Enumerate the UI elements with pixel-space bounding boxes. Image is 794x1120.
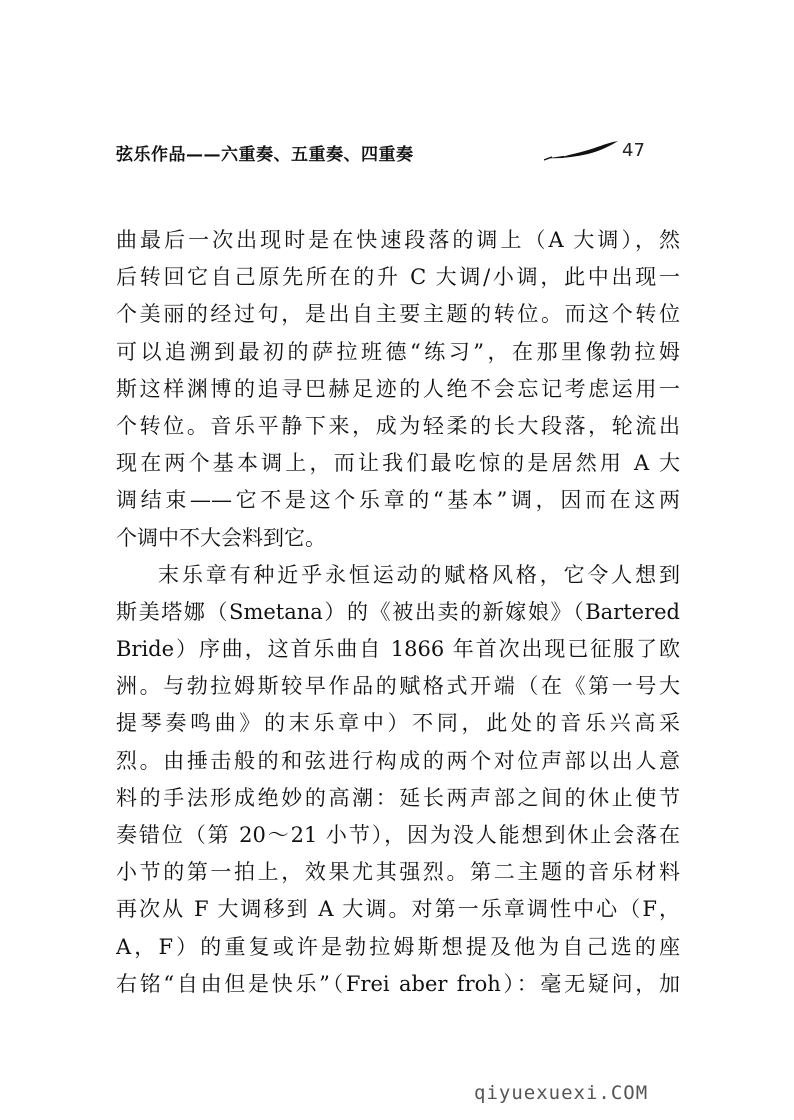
text-line: 斯这样渊博的追寻巴赫足迹的人绝不会忘记考虑运用一 xyxy=(116,376,680,401)
quill-pen-icon xyxy=(544,140,624,162)
text-line: 后转回它自己原先所在的升 C 大调/小调，此中出现一 xyxy=(116,265,680,290)
text-line: 个转位。音乐平静下来，成为轻柔的长大段落，轮流出 xyxy=(116,413,680,438)
text-line: 烈。由捶击般的和弦进行构成的两个对位声部以出人意 xyxy=(116,748,680,773)
text-line: 斯美塔娜（Smetana）的《被出卖的新嫁娘》（Bartered xyxy=(116,599,680,624)
text-line: 曲最后一次出现时是在快速段落的调上（A 大调），然 xyxy=(116,228,680,252)
paragraph-1 xyxy=(116,222,680,557)
paragraph-2 xyxy=(116,557,680,1003)
text-line: 现在两个基本调上，而让我们最吃惊的是居然用 A 大 xyxy=(116,451,680,476)
text-line: 小节的第一拍上，效果尤其强烈。第二主题的音乐材料 xyxy=(116,860,680,885)
text-line: 料的手法形成绝妙的高潮：延长两声部之间的休止使节 xyxy=(116,785,680,810)
text-line: 调结束——它不是这个乐章的“基本”调，因而在这两 xyxy=(116,488,680,513)
text-line: 奏错位（第 20～21 小节），因为没人能想到休止会落在 xyxy=(116,823,680,847)
text-line: 洲。与勃拉姆斯较早作品的赋格式开端（在《第一号大 xyxy=(116,674,680,699)
text-line: A，F）的重复或许是勃拉姆斯想提及他为自己选的座 xyxy=(116,934,680,959)
text-line: Bride）序曲，这首乐曲自 1866 年首次出现已征服了欧 xyxy=(116,637,680,662)
text-line: 右铭“自由但是快乐”（Frei aber froh）：毫无疑问，加 xyxy=(116,971,680,996)
page-number: 47 xyxy=(622,140,645,161)
text-line: 提琴奏鸣曲》的末乐章中）不同，此处的音乐兴高采 xyxy=(116,711,680,736)
body-text xyxy=(116,222,680,1003)
running-header xyxy=(116,136,676,168)
site-watermark: qiyuexuexi.COM xyxy=(474,1082,649,1104)
text-line: 个美丽的经过句，是出自主要主题的转位。而这个转位 xyxy=(116,302,680,327)
text-line: 个调中不大会料到它。 xyxy=(116,525,326,550)
text-line: 再次从 F 大调移到 A 大调。对第一乐章调性中心（F， xyxy=(116,897,680,922)
chapter-title: 弦乐作品——六重奏、五重奏、四重奏 xyxy=(116,145,414,165)
text-line: 可以追溯到最初的萨拉班德“练习”，在那里像勃拉姆 xyxy=(116,339,680,364)
text-line: 末乐章有种近乎永恒运动的赋格风格，它令人想到 xyxy=(158,562,680,587)
